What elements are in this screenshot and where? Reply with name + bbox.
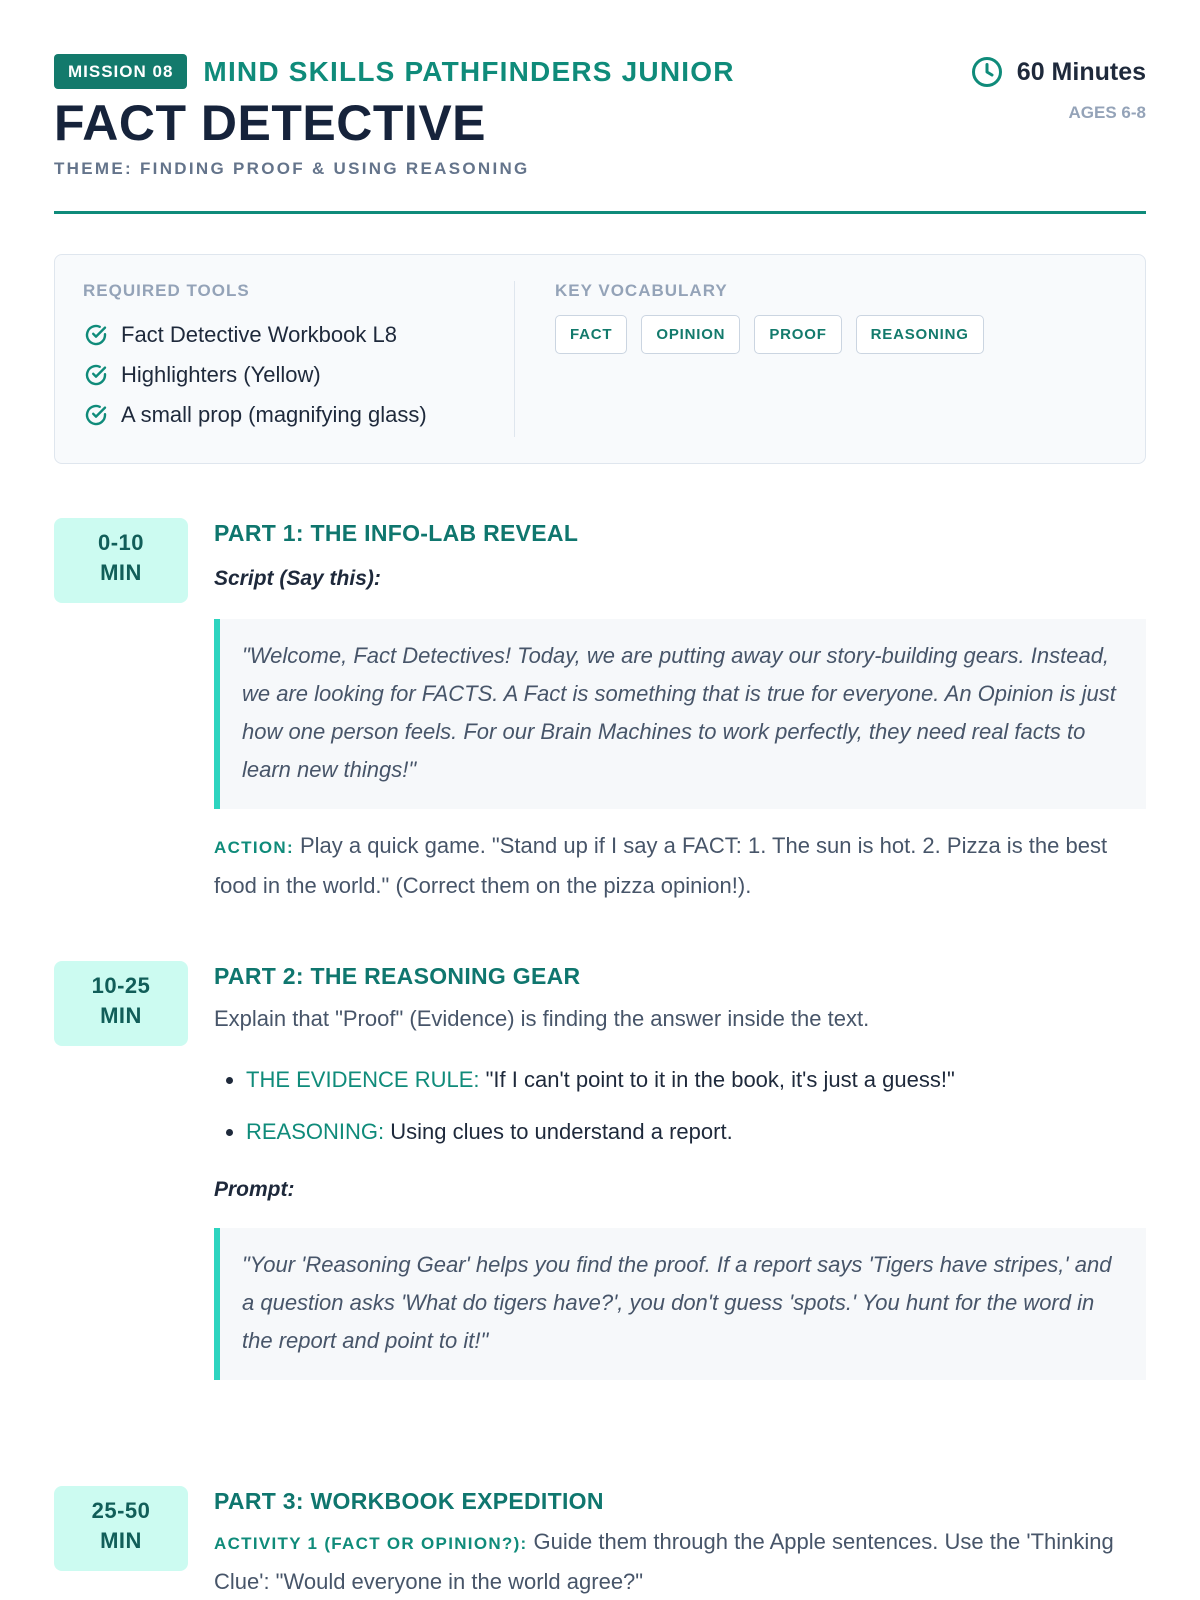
action-text: Play a quick game. "Stand up if I say a FACT: 1. The sun is hot. 2. Pizza is the best food in the world." (Correct them on the pizza opinion!). [214, 833, 1108, 898]
rule-key: THE EVIDENCE RULE: [246, 1067, 480, 1092]
section-intro: Explain that "Proof" (Evidence) is finding the answer inside the text. [214, 1006, 870, 1031]
section-part-3 [54, 1486, 1146, 1600]
materials-panel [54, 254, 1146, 464]
vocabulary-label: KEY VOCABULARY [555, 281, 728, 300]
check-circle-icon [83, 402, 109, 428]
time-badge [54, 961, 188, 1046]
rule-text: Using clues to understand a report. [390, 1119, 733, 1144]
section-body [214, 961, 1146, 1380]
time-range: 0-10 [97, 530, 145, 555]
rule-text: "If I can't point to it in the book, it's just a guess!" [485, 1067, 955, 1092]
mission-badge: MISSION 08 [54, 54, 187, 89]
duration-text: 60 Minutes [1016, 57, 1146, 86]
time-unit: MIN [100, 1528, 142, 1553]
tool-item [83, 395, 514, 435]
age-range: AGES 6-8 [1068, 103, 1146, 122]
section-part-1 [54, 518, 1146, 905]
key-vocabulary [515, 281, 984, 437]
time-range: 10-25 [91, 973, 151, 998]
tools-label: REQUIRED TOOLS [83, 281, 250, 300]
tool-label: A small prop (magnifying glass) [121, 402, 427, 427]
prompt-label: Prompt: [214, 1178, 295, 1201]
duration-indicator [971, 56, 1146, 88]
lesson-header [54, 0, 1146, 214]
activity-paragraph [214, 1523, 1146, 1600]
time-unit: MIN [100, 560, 142, 585]
rules-list [214, 1054, 1146, 1158]
vocab-chip-opinion: OPINION [641, 315, 740, 354]
tool-item [83, 315, 514, 355]
activity-text: Guide them through the Apple sentences. Use the 'Thinking Clue': "Would everyone in the world agree?" [214, 1529, 1114, 1594]
section-body [214, 518, 1146, 905]
section-title: PART 3: WORKBOOK EXPEDITION [214, 1488, 604, 1514]
time-range: 25-50 [91, 1498, 151, 1523]
action-paragraph [214, 827, 1146, 905]
check-circle-icon [83, 362, 109, 388]
script-quote: "Welcome, Fact Detectives! Today, we are putting away our story-building gears. Instead, we are looking for FACTS. A Fact is something that is true for everyone. An Opinion is just how one person feels. For our Brain Machines to work perfectly, they need real facts to learn new things!" [214, 619, 1146, 809]
time-badge [54, 1486, 188, 1571]
tool-label: Highlighters (Yellow) [121, 362, 321, 387]
script-label: Script (Say this): [214, 567, 381, 590]
clock-icon [971, 56, 1003, 88]
activity-label: ACTIVITY 1 (FACT OR OPINION?): [214, 1534, 528, 1553]
lesson-theme: THEME: FINDING PROOF & USING REASONING [54, 158, 530, 178]
vocab-chip-reasoning: REASONING [856, 315, 984, 354]
tool-label: Fact Detective Workbook L8 [121, 322, 397, 347]
vocab-chip-fact: FACT [555, 315, 627, 354]
action-label: ACTION: [214, 838, 294, 857]
section-part-2 [54, 961, 1146, 1380]
check-circle-icon [83, 322, 109, 348]
prompt-quote: "Your 'Reasoning Gear' helps you find the proof. If a report says 'Tigers have stripes,' and a question asks 'What do tigers have?', you don't guess 'spots.' You hunt for the word in the report and point to it!" [214, 1228, 1146, 1380]
vocab-chip-proof: PROOF [754, 315, 841, 354]
section-title: PART 1: THE INFO-LAB REVEAL [214, 520, 579, 546]
time-unit: MIN [100, 1003, 142, 1028]
section-body [214, 1486, 1146, 1600]
required-tools [83, 281, 515, 437]
list-item [246, 1054, 1146, 1106]
vocabulary-list [555, 315, 984, 354]
section-title: PART 2: THE REASONING GEAR [214, 963, 581, 989]
page-title: FACT DETECTIVE [54, 95, 487, 151]
rule-key: REASONING: [246, 1119, 385, 1144]
list-item [246, 1106, 1146, 1158]
time-badge [54, 518, 188, 603]
tool-item [83, 355, 514, 395]
program-name: MIND SKILLS PATHFINDERS JUNIOR [203, 55, 735, 87]
